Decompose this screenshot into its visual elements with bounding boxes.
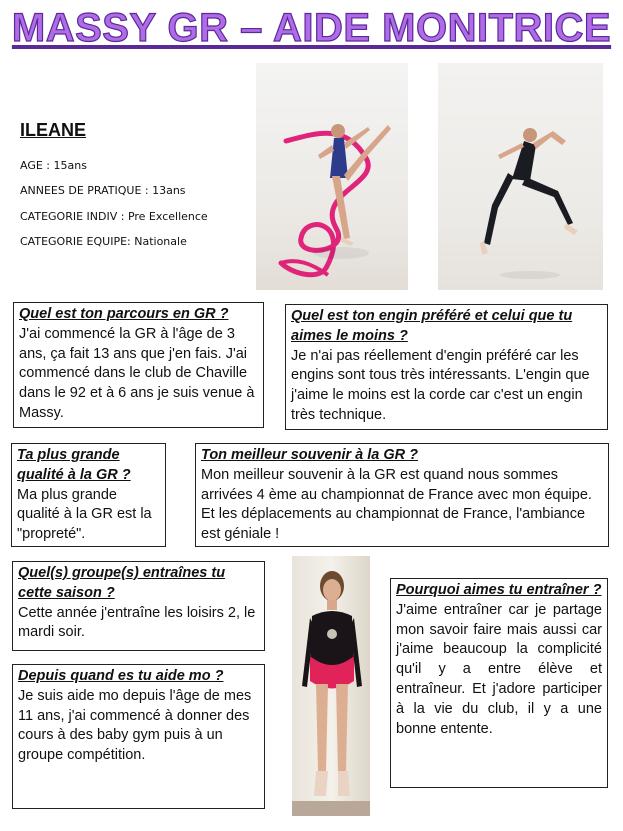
answer-pourquoi: J'aime entraîner car je partage mon savoir faire mais aussi car j'aime beaucoup la complicité qu'il y a entre élève et entraîneur. Et j'adore participer à la vie du club, il y a une bonne entente. [396,601,602,737]
category-indiv-line: CATEGORIE INDIV : Pre Excellence [20,209,208,223]
years-line: ANNEES DE PRATIQUE : 13ans [20,184,186,198]
jump-gymnast-photo [438,63,603,290]
question-qualite: Ta plus grande qualité à la GR ? [17,447,131,483]
age-line: AGE : 15ans [20,159,87,172]
question-souvenir: Ton meilleur souvenir à la GR ? [201,447,419,463]
qa-box-qualite [11,443,166,547]
qa-box-engin [285,304,608,430]
qa-box-depuis [12,664,265,809]
profile-info [20,120,208,254]
page-title: MASSY GR – AIDE MONITRICE [11,6,612,50]
qa-box-parcours [13,302,264,428]
leotard-portrait-photo [292,556,370,816]
qa-box-pourquoi [390,578,608,788]
answer-groupes: Cette année j'entraîne les loisirs 2, le mardi soir. [18,604,256,641]
answer-souvenir: Mon meilleur souvenir à la GR est quand nous sommes arrivées 4 ème au championnat de France avec mon équipe. Et les déplacements au championnat de France, l'ambiance est géniale ! [201,466,592,543]
answer-depuis: Je suis aide mo depuis l'âge de mes 11 ans, j'ai commencé à donner des cours à des baby gym puis à un groupe compétition. [18,687,252,764]
answer-qualite: Ma plus grande qualité à la GR est la "propreté". [17,486,152,543]
answer-engin: Je n'ai pas réellement d'engin préféré car les engins sont tous très intéressants. L'engin que j'aime le moins est la corde car c'est un engin très technique. [291,347,590,423]
answer-parcours: J'ai commencé la GR à l'âge de 3 ans, ça fait 13 ans que j'en fais. J'ai commencé dans le club de Chaville dans le 92 et à 6 ans je suis venue à Massy. [19,325,255,421]
question-depuis: Depuis quand es tu aide mo ? [18,668,224,684]
question-parcours: Quel est ton parcours en GR ? [19,306,229,322]
question-engin: Quel est ton engin préféré et celui que tu aimes le moins ? [291,308,573,344]
question-groupes: Quel(s) groupe(s) entraînes tu cette saison ? [18,565,226,601]
qa-box-groupes [12,561,265,651]
category-team-line: CATEGORIE EQUIPE: Nationale [20,234,187,248]
qa-box-souvenir [195,443,609,547]
ribbon-gymnast-photo [256,63,408,290]
gymnast-name: ILEANE [20,120,87,140]
question-pourquoi: Pourquoi aimes tu entraîner ? [396,582,602,598]
